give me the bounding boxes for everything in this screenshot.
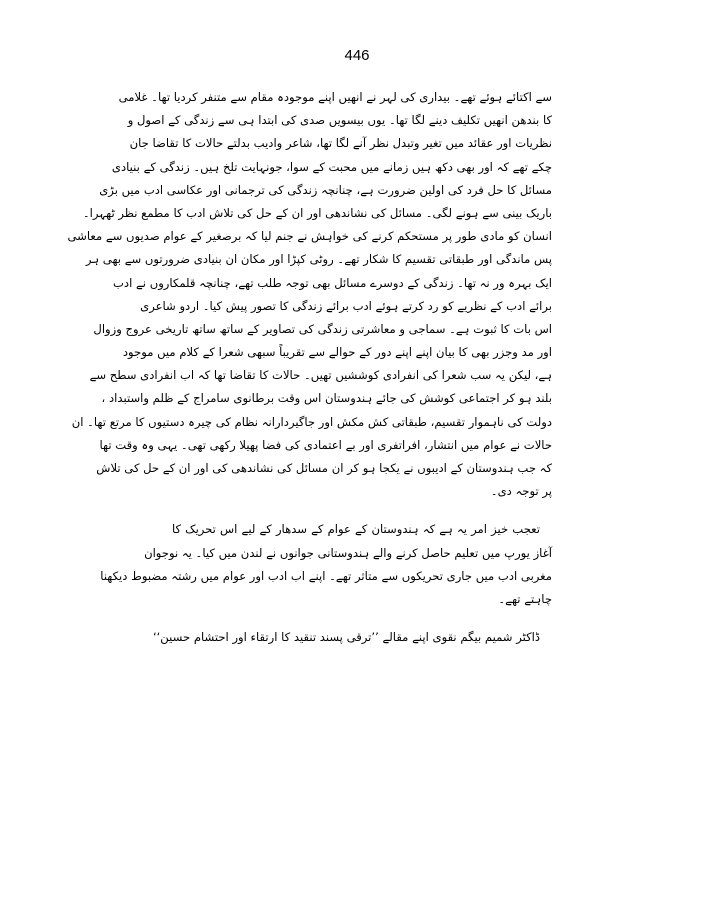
text-line: پس ماندگی اور طبقاتی تقسیم کا شکار تھے۔ روٹی کپڑا اور مکان ان بنیادی ضرورتوں سے بھی ہر (85, 252, 552, 267)
text-line: اور مد وجزر بھی کا بیان اپنے اپنے دور کے حوالے سے تقریباً سبھی شعرا کے کلام میں موجود (122, 345, 552, 360)
paragraph-3 (152, 626, 552, 649)
page-body (67, 86, 552, 664)
text-line: آغاز یورپ میں تعلیم حاصل کرنے والے ہندوستانی جوانوں نے لندن میں کیا۔ یہ نوجوان (144, 545, 552, 560)
page-number: 446 (344, 47, 370, 64)
text-line: انسان کو مادی طور پر مستحکم کرنے کی خواہش نے جنم لیا کہ برصغیر کے عوام صدیوں سے معاشی (67, 229, 552, 244)
text-line: اس بات کا ثبوت ہے۔ سماجی و معاشرتی زندگی کی تصاویر کے ساتھ ساتھ تاریخی عروج وزوال (93, 321, 552, 336)
text-line: کہ جب ہندوستان کے ادیبوں نے یکجا ہو کر ان مسائل کی نشاندھی کی اور ان کے حل کی تلاش (96, 461, 552, 475)
text-line: مسائل کا حل فرد کی اولین ضرورت ہے، چنانچہ زندگی کی ترجمانی اور عکاسی ادب میں بڑی (99, 182, 552, 197)
text-line: چکے تھے کہ اور بھی دکھ ہیں زمانے میں محبت کے سوا، جونہایت تلخ ہیں۔ زندگی کے بنیادی (111, 159, 552, 174)
text-line: برائے ادب کے نظریے کو رد کرتے ہوئے ادب برائے زندگی کا تصور پیش کیا۔ اردو شاعری (140, 298, 552, 313)
paragraph-1 (67, 86, 552, 503)
text-line: دولت کی ناہموار تقسیم، طبقاتی کش مکش اور جاگیردارانہ نظام کی چیرہ دستیوں کا مرتع تھا۔ ان (71, 414, 552, 429)
text-line: حالات نے عوام میں انتشار، افراتفری اور بے اعتمادی کی فضا پھیلا رکھی تھی۔ یہی وہ وقت تھا (99, 437, 552, 452)
text-line: ڈاکٹر شمیم بیگم نقوی اپنے مقالے ’’ترقی پسند تنقید کا ارتقاء اور احتشام حسین‘‘ (152, 630, 540, 645)
paragraph-2 (100, 518, 552, 611)
text-line: ایک بہرہ ور نہ تھا۔ زندگی کے دوسرے مسائل بھی توجہ طلب تھے، چنانچہ قلمکاروں نے ادب (113, 275, 552, 290)
text-line: نظریات اور عقائد میں تغیر وتبدل نظر آنے لگا تھا، شاعر وادیب بدلتے حالات کا تقاضا جان (129, 136, 552, 151)
text-line: باریک بینی سے ہونے لگی۔ مسائل کی نشاندھی اور ان کے حل کی تلاش ادب کا مطمع نظر ٹھہرا۔ (82, 205, 552, 220)
text-line: سے اکتائے ہوئے تھے۔ بیداری کی لہر نے انھیں اپنے موجودہ مقام سے متنفر کردیا تھا۔ غلامی (118, 90, 552, 104)
text-line: ہے، لیکن یہ سب شعرا کی انفرادی کوششیں تھیں۔ حالات کا تقاضا تھا کہ اب انفرادی سطح سے (89, 368, 552, 383)
text-line: مغربی ادب میں جاری تحریکوں سے متاثر تھے۔ اپنے اب ادب اور عوام میں رشتہ مضبوط دیکھنا (100, 568, 552, 583)
text-line: بلند ہو کر اجتماعی کوشش کی جائے ہندوستان اس وقت برطانوی سامراج کے ظلم واستبداد ، (101, 391, 552, 406)
text-line: تعجب خیز امر یہ ہے کہ ہندوستان کے عوام کے سدھار کے لیے اس تحریک کا (172, 522, 540, 537)
text-line: کا بندھن انھیں تکلیف دینے لگا تھا۔ یوں بیسویں صدی کی ابتدا ہی سے زندگی کے اصول و (127, 113, 552, 128)
text-line: پر توجہ دی۔ (490, 484, 552, 499)
text-line: چاہتے تھے۔ (498, 591, 552, 606)
